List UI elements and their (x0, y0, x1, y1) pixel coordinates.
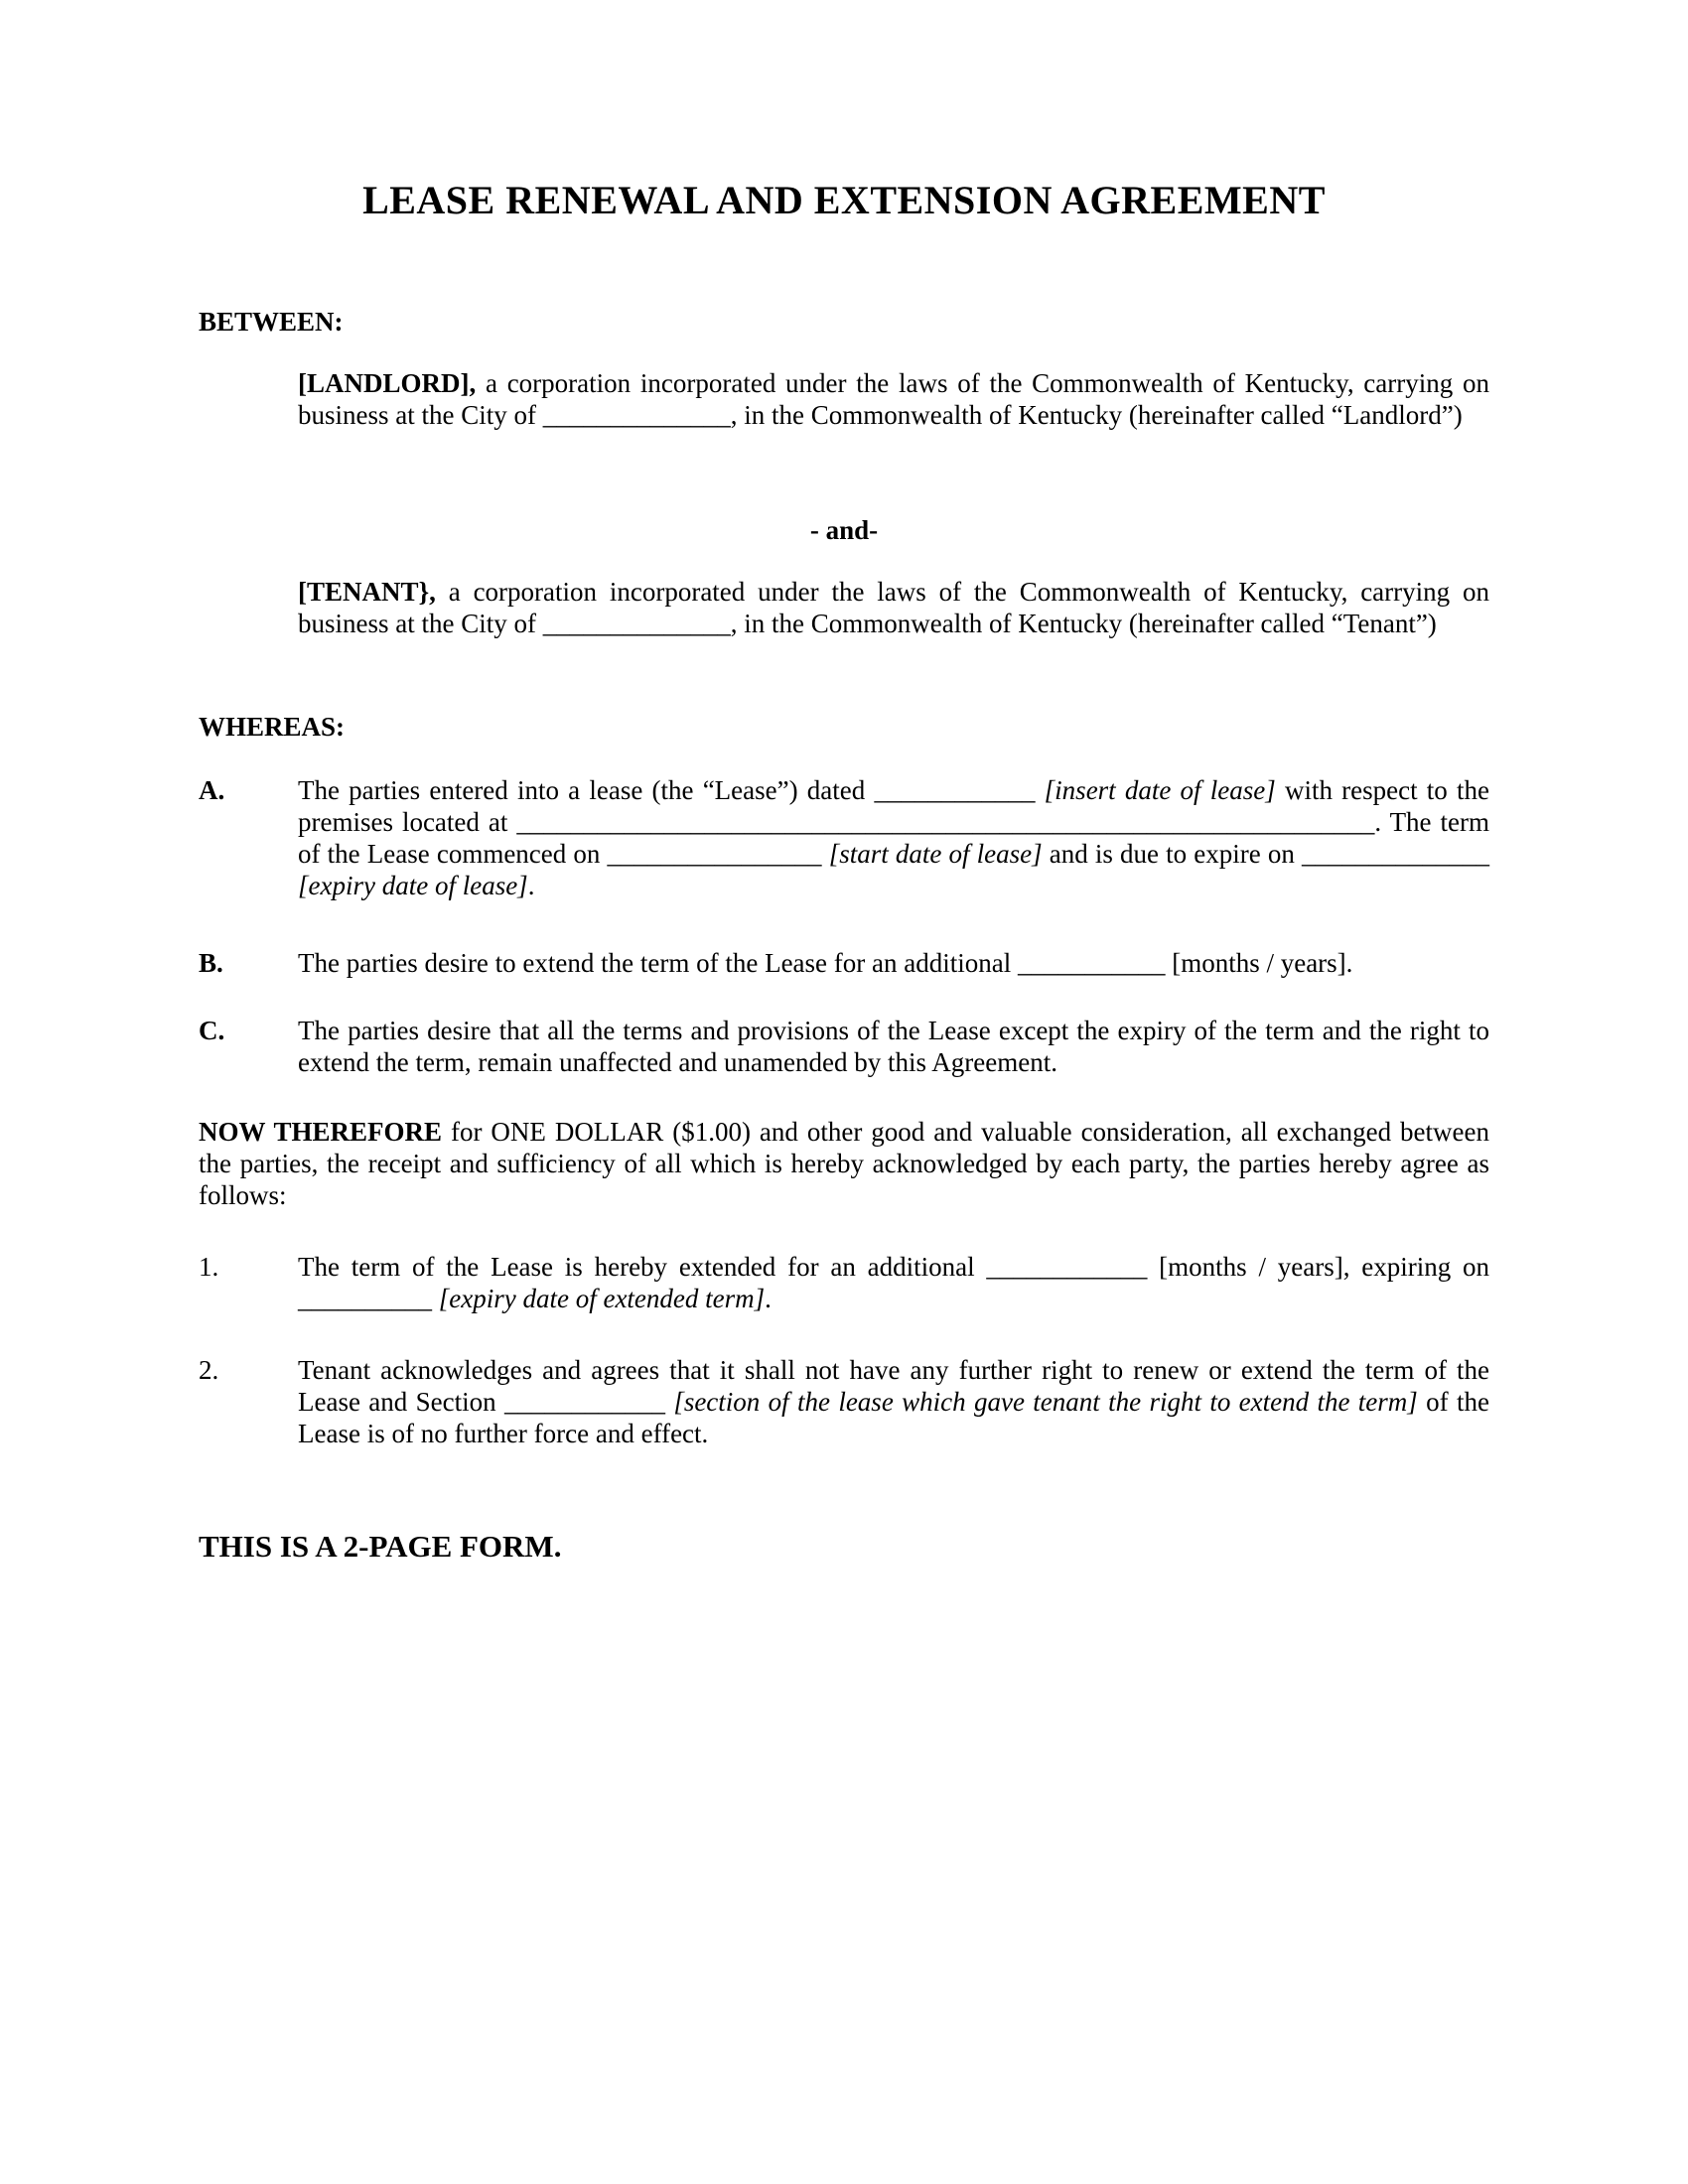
recital-a-seg-6: . (527, 871, 535, 900)
recital-a-seg-1: [insert date of lease] (1044, 775, 1276, 805)
clause-2-seg-0: Tenant acknowledges and agrees that it shall not have any further right to renew or extend the term of the Lease and Section ____________ (298, 1355, 1489, 1417)
recital-c (199, 1015, 1489, 1078)
clause-2-seg-1: [section of the lease which gave tenant the right to extend the term] (673, 1387, 1418, 1417)
document-title: LEASE RENEWAL AND EXTENSION AGREEMENT (362, 178, 1326, 222)
recital-a (199, 774, 1489, 901)
clause-2-label: 2. (199, 1355, 219, 1385)
between-label: BETWEEN: (199, 307, 344, 337)
clause-2 (199, 1354, 1489, 1449)
whereas-label: WHEREAS: (199, 712, 346, 742)
clause-1-text (298, 1251, 1489, 1314)
therefore-text: for ONE DOLLAR ($1.00) and other good and valuable consideration, all exchanged between the parties, the receipt and sufficiency of all which is hereby acknowledged by each party, the parties hereby agree as follows: (199, 1117, 1489, 1210)
clause-1-seg-0: The term of the Lease is hereby extended for an additional ____________ [months / years], expiring on __________ (298, 1252, 1489, 1313)
landlord-paragraph (298, 367, 1489, 431)
tenant-paragraph (298, 576, 1489, 639)
therefore-lead: NOW THEREFORE (199, 1117, 442, 1147)
clause-2-text (298, 1354, 1489, 1449)
clause-2-seg-2: of the Lease is of no further force and effect. (298, 1387, 1489, 1448)
landlord-name: [LANDLORD], (298, 368, 477, 398)
therefore-paragraph (199, 1116, 1489, 1211)
recital-b-seg-0: The parties desire to extend the term of the Lease for an additional ___________ [months / years]. (298, 948, 1353, 978)
recital-a-seg-5: [expiry date of lease] (298, 871, 528, 900)
recital-a-seg-0: The parties entered into a lease (the “Lease”) dated ____________ (298, 775, 1045, 805)
recital-a-seg-2: with respect to the premises located at ________________________________________________________________. The term of the Lease commenced on ________________ (298, 775, 1489, 869)
recital-a-seg-4: and is due to expire on ______________ (1042, 839, 1489, 869)
recital-b-text (298, 947, 1489, 979)
page-form-notice: THIS IS A 2-PAGE FORM. (199, 1529, 562, 1564)
recital-c-text (298, 1015, 1489, 1078)
clause-1-seg-2: . (765, 1284, 772, 1313)
clause-1-label: 1. (199, 1252, 219, 1282)
recital-a-text (298, 774, 1489, 901)
landlord-text: a corporation incorporated under the laws of the Commonwealth of Kentucky, carrying on business at the City of ______________, in the Commonwealth of Kentucky (hereinafter called “Landlord”) (298, 368, 1489, 430)
clause-1 (199, 1251, 1489, 1314)
recital-a-seg-3: [start date of lease] (828, 839, 1043, 869)
and-separator: - and- (809, 515, 879, 545)
recital-b-label: B. (199, 948, 223, 978)
clause-1-seg-1: [expiry date of extended term] (438, 1284, 766, 1313)
recital-c-label: C. (199, 1016, 225, 1045)
tenant-text: a corporation incorporated under the laws of the Commonwealth of Kentucky, carrying on business at the City of ______________, in the Commonwealth of Kentucky (hereinafter called “Tenant”) (298, 577, 1489, 638)
tenant-name: [TENANT}, (298, 577, 436, 607)
recital-b (199, 947, 1489, 979)
recital-c-seg-0: The parties desire that all the terms and provisions of the Lease except the expiry of the term and the right to extend the term, remain unaffected and unamended by this Agreement. (298, 1016, 1489, 1077)
recital-a-label: A. (199, 775, 225, 805)
